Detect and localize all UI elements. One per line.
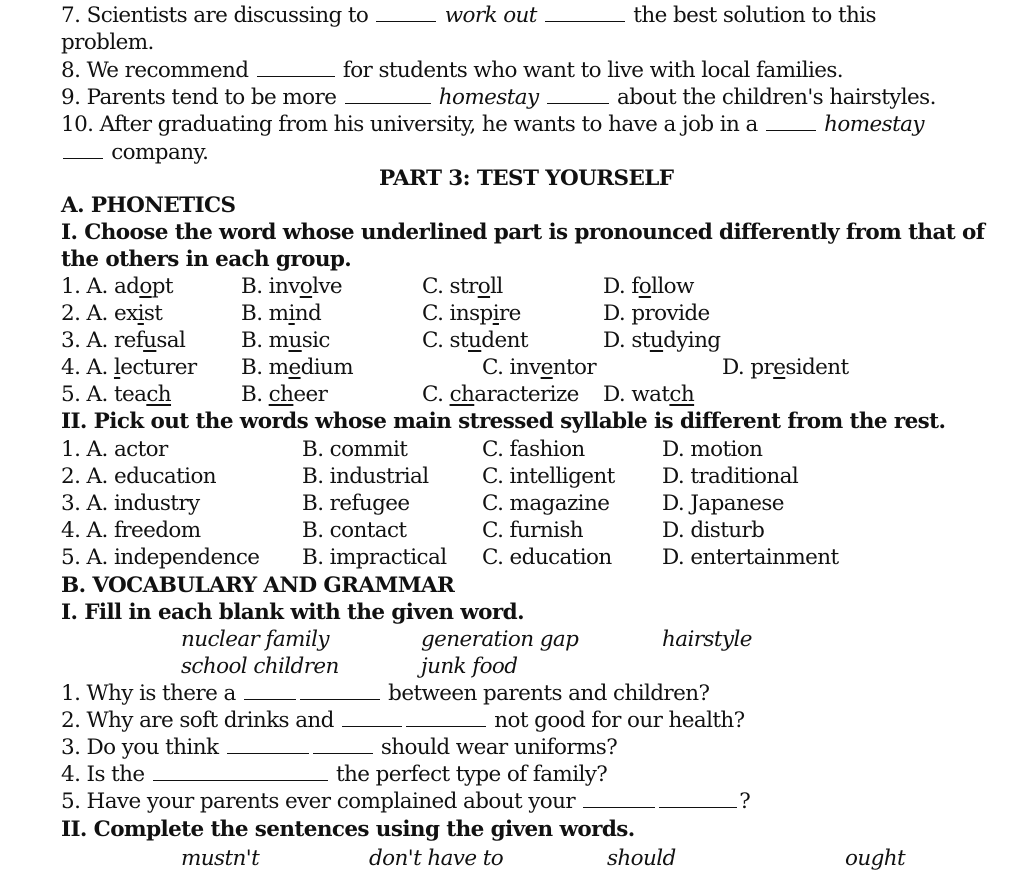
question-10-continued: company. [61,139,208,166]
cut-word: mustn't [181,846,260,871]
stress-option: D. traditional [662,464,799,489]
stress-option: C. intelligent [482,464,615,489]
stress-option: B. impractical [302,545,447,570]
phonetics-option: B. cheer [241,382,328,407]
phonetics-option: C. characterize [422,382,579,407]
cut-word: should [607,846,676,871]
word-bank-item: junk food [421,654,518,679]
fill-question-4: 4. Is the the perfect type of family? [61,762,608,787]
phonetics-option: D. watch [603,382,695,407]
phonetics-option: 5. A. teach [61,382,172,407]
phonetics-option: C. inventor [482,355,597,380]
stress-option: 2. A. education [61,464,217,489]
complete-instruction: II. Complete the sentences using the given words. [61,817,635,842]
question-7: 7. Scientists are discussing to work out the best solution to this [61,3,876,28]
stress-option: D. entertainment [662,545,839,570]
phonetics-option: 1. A. adopt [61,274,173,299]
fill-question-1: 1. Why is there a between parents and children? [61,681,710,706]
fill-question-2: 2. Why are soft drinks and not good for our health? [61,708,745,733]
stress-option: C. magazine [482,491,610,516]
phonetics-instruction-continued: the others in each group. [61,247,352,272]
stress-option: B. industrial [302,464,429,489]
stress-option: C. fashion [482,437,585,462]
section-a-heading: A. PHONETICS [61,193,236,218]
phonetics-option: B. music [241,328,330,353]
word-bank-item: hairstyle [662,627,752,652]
question-10: 10. After graduating from his university, he wants to have a job in a homestay [61,112,924,137]
phonetics-option: C. student [422,328,528,353]
stress-instruction: II. Pick out the words whose main stressed syllable is different from the rest. [61,409,946,434]
stress-option: C. furnish [482,518,584,543]
question-9: 9. Parents tend to be more homestay about the children's hairstyles. [61,85,936,110]
fill-question-3: 3. Do you think should wear uniforms? [61,735,618,760]
stress-option: D. disturb [662,518,765,543]
word-bank-item: generation gap [421,627,579,652]
stress-option: 3. A. industry [61,491,200,516]
stress-option: D. motion [662,437,763,462]
fill-instruction: I. Fill in each blank with the given word. [61,600,524,625]
stress-option: B. commit [302,437,408,462]
phonetics-option: D. provide [603,301,710,326]
phonetics-option: 3. A. refusal [61,328,186,353]
phonetics-option: D. president [722,355,849,380]
stress-option: 1. A. actor [61,437,168,462]
fill-question-5: 5. Have your parents ever complained about your ? [61,789,751,814]
phonetics-option: 2. A. exist [61,301,163,326]
part-title: PART 3: TEST YOURSELF [379,166,674,191]
cut-word: ought [845,846,906,871]
phonetics-option: B. involve [241,274,343,299]
cut-word: don't have to [369,846,504,871]
word-bank-item: school children [181,654,339,679]
stress-option: D. Japanese [662,491,784,516]
word-bank-item: nuclear family [181,627,329,652]
phonetics-option: B. medium [241,355,354,380]
stress-option: B. contact [302,518,407,543]
phonetics-option: C. inspire [422,301,521,326]
phonetics-option: B. mind [241,301,322,326]
phonetics-option: D. studying [603,328,721,353]
phonetics-option: D. follow [603,274,694,299]
stress-option: 5. A. independence [61,545,260,570]
phonetics-option: C. stroll [422,274,503,299]
question-7-continued: problem. [61,30,154,55]
stress-option: B. refugee [302,491,410,516]
stress-option: C. education [482,545,612,570]
section-b-heading: B. VOCABULARY AND GRAMMAR [61,573,455,598]
stress-option: 4. A. freedom [61,518,201,543]
phonetics-option: 4. A. lecturer [61,355,197,380]
question-8: 8. We recommend for students who want to live with local families. [61,58,844,83]
phonetics-instruction: I. Choose the word whose underlined part is pronounced differently from that of [61,220,985,245]
